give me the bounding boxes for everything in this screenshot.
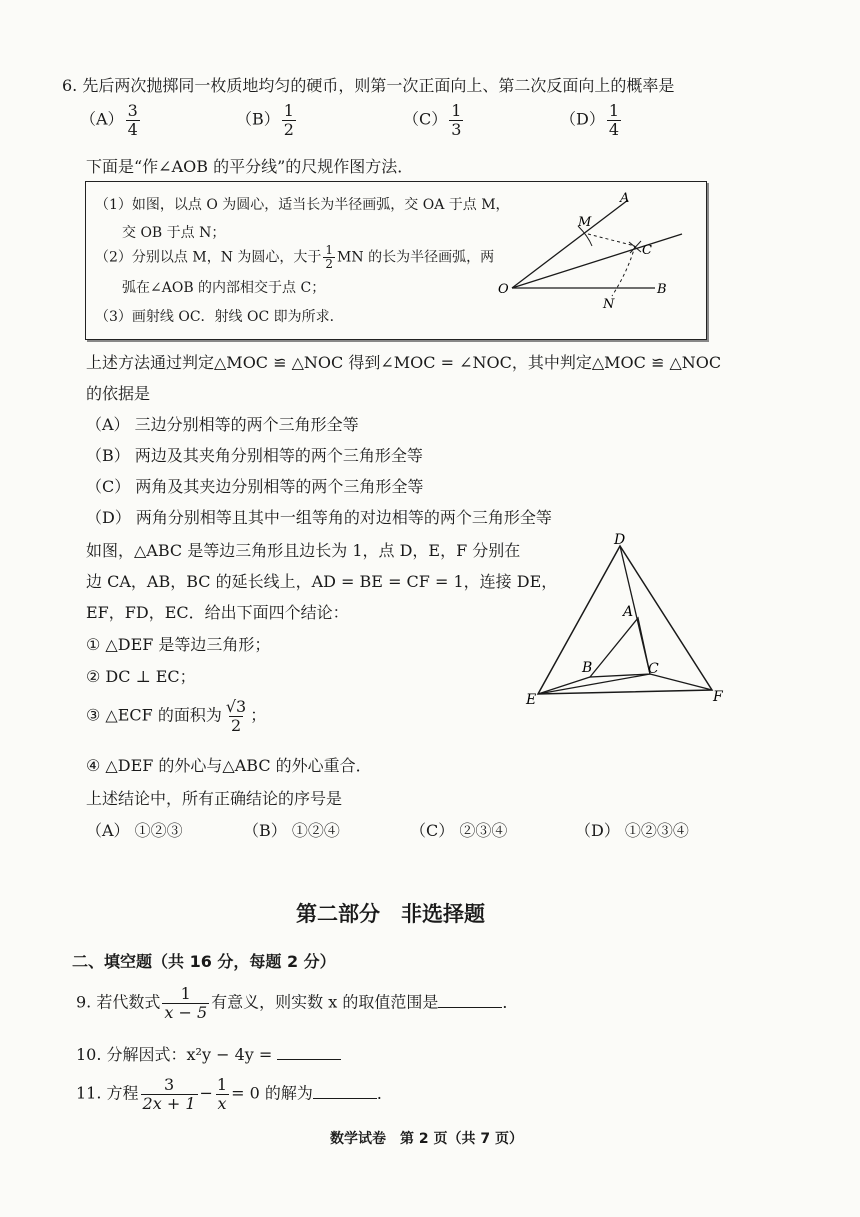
label-b: B [657, 282, 667, 297]
page-footer: 数学试卷 第 2 页（共 7 页） [330, 1131, 523, 1147]
q8-conclusion-3: ③ △ECF 的面积为 $\frac{√3}{2}$ ； [86, 697, 267, 735]
label-n: N [603, 297, 615, 312]
q7-option-b: （B） 两边及其夹角分别相等的两个三角形全等 [86, 446, 423, 465]
q11: 11. 方程 $\frac{3}{2x + 1}$ − $\frac{1}{x}$ = 0 的解为 ． [76, 1075, 393, 1113]
triangle-figure [520, 530, 730, 710]
q8-ask: 上述结论中，所有正确结论的序号是 [86, 789, 343, 808]
q8-conclusion-4: ④ △DEF 的外心与△ABC 的外心重合． [86, 756, 372, 775]
q6-option-c: （C） $\frac{1}{3}$ [403, 101, 462, 139]
q7-step2-line1: （2）分别以点 M，N 为圆心，大于 $\frac{1}{2}$ MN 的长为半径画弧，两 [95, 243, 495, 272]
q7-step1-line1: （1）如图，以点 O 为圆心，适当长为半径画弧，交 OA 于点 M， [95, 197, 510, 213]
q10-answer-blank[interactable] [277, 1045, 341, 1060]
q8-line3: EF，FD，EC．给出下面四个结论： [86, 603, 349, 622]
q6-option-a: （A） $\frac{3}{4}$ [80, 101, 138, 139]
ray-oc [512, 234, 682, 288]
q7-intro: 下面是“作∠AOB 的平分线”的尺规作图方法． [86, 157, 414, 176]
q8-conclusion-2: ② DC ⊥ EC； [86, 667, 196, 686]
q9-answer-blank[interactable] [438, 993, 502, 1008]
q6-stem: 6. 先后两次抛掷同一枚质地均匀的硬币，则第一次正面向上、第二次反面向上的概率是 [62, 76, 675, 95]
ray-oa [512, 200, 628, 288]
label-c: C [642, 243, 652, 258]
q8-line2: 边 CA，AB，BC 的延长线上，AD = BE = CF = 1，连接 DE， [86, 572, 558, 591]
q8-option-a: （A） ①②③ [86, 821, 183, 840]
q7-option-d: （D） 两角分别相等且其中一组等角的对边相等的两个三角形全等 [86, 508, 552, 527]
label-d: D [614, 532, 626, 548]
q8-option-d: （D） ①②③④ [575, 821, 689, 840]
arc-from-m [588, 234, 635, 246]
label-f: F [713, 689, 723, 705]
q9: 9. 若代数式 $\frac{1}{x - 5}$ 有意义，则实数 x 的取值范围是 ． [76, 984, 519, 1022]
q6-option-d: （D） $\frac{1}{4}$ [560, 101, 620, 139]
q7-step2-line2: 弧在∠AOB 的内部相交于点 C； [122, 280, 326, 296]
label-a: A [620, 191, 630, 206]
q8-option-b: （B） ①②④ [243, 821, 340, 840]
label-c: C [648, 661, 659, 677]
q7-question-line1: 上述方法通过判定△MOC ≌ △NOC 得到∠MOC = ∠NOC，其中判定△MOC ≌ △NOC [86, 353, 722, 372]
label-b: B [582, 660, 593, 676]
q8-conclusion-1: ① △DEF 是等边三角形； [86, 635, 271, 654]
label-e: E [526, 692, 537, 708]
q7-option-a: （A） 三边分别相等的两个三角形全等 [86, 415, 359, 434]
q7-question-line2: 的依据是 [86, 384, 151, 403]
part2-title: 第二部分 非选择题 [296, 902, 485, 926]
angle-bisector-figure [490, 186, 700, 316]
q7-step1-line2: 交 OB 于点 N； [122, 225, 226, 241]
q11-answer-blank[interactable] [313, 1084, 377, 1099]
triangle-abc [590, 618, 650, 677]
q6-option-b: （B） $\frac{1}{2}$ [236, 101, 294, 139]
q7-option-c: （C） 两角及其夹边分别相等的两个三角形全等 [86, 477, 424, 496]
q8-line1: 如图，△ABC 是等边三角形且边长为 1，点 D，E，F 分别在 [86, 541, 521, 560]
label-a: A [623, 604, 634, 620]
label-o: O [498, 282, 509, 297]
label-m: M [578, 215, 592, 230]
q7-step3: （3）画射线 OC．射线 OC 即为所求． [95, 309, 344, 325]
section-fill-in-title: 二、填空题（共 16 分，每题 2 分） [72, 952, 336, 971]
q8-option-c: （C） ②③④ [410, 821, 508, 840]
q10: 10. 分解因式：x²y − 4y = [76, 1042, 341, 1065]
